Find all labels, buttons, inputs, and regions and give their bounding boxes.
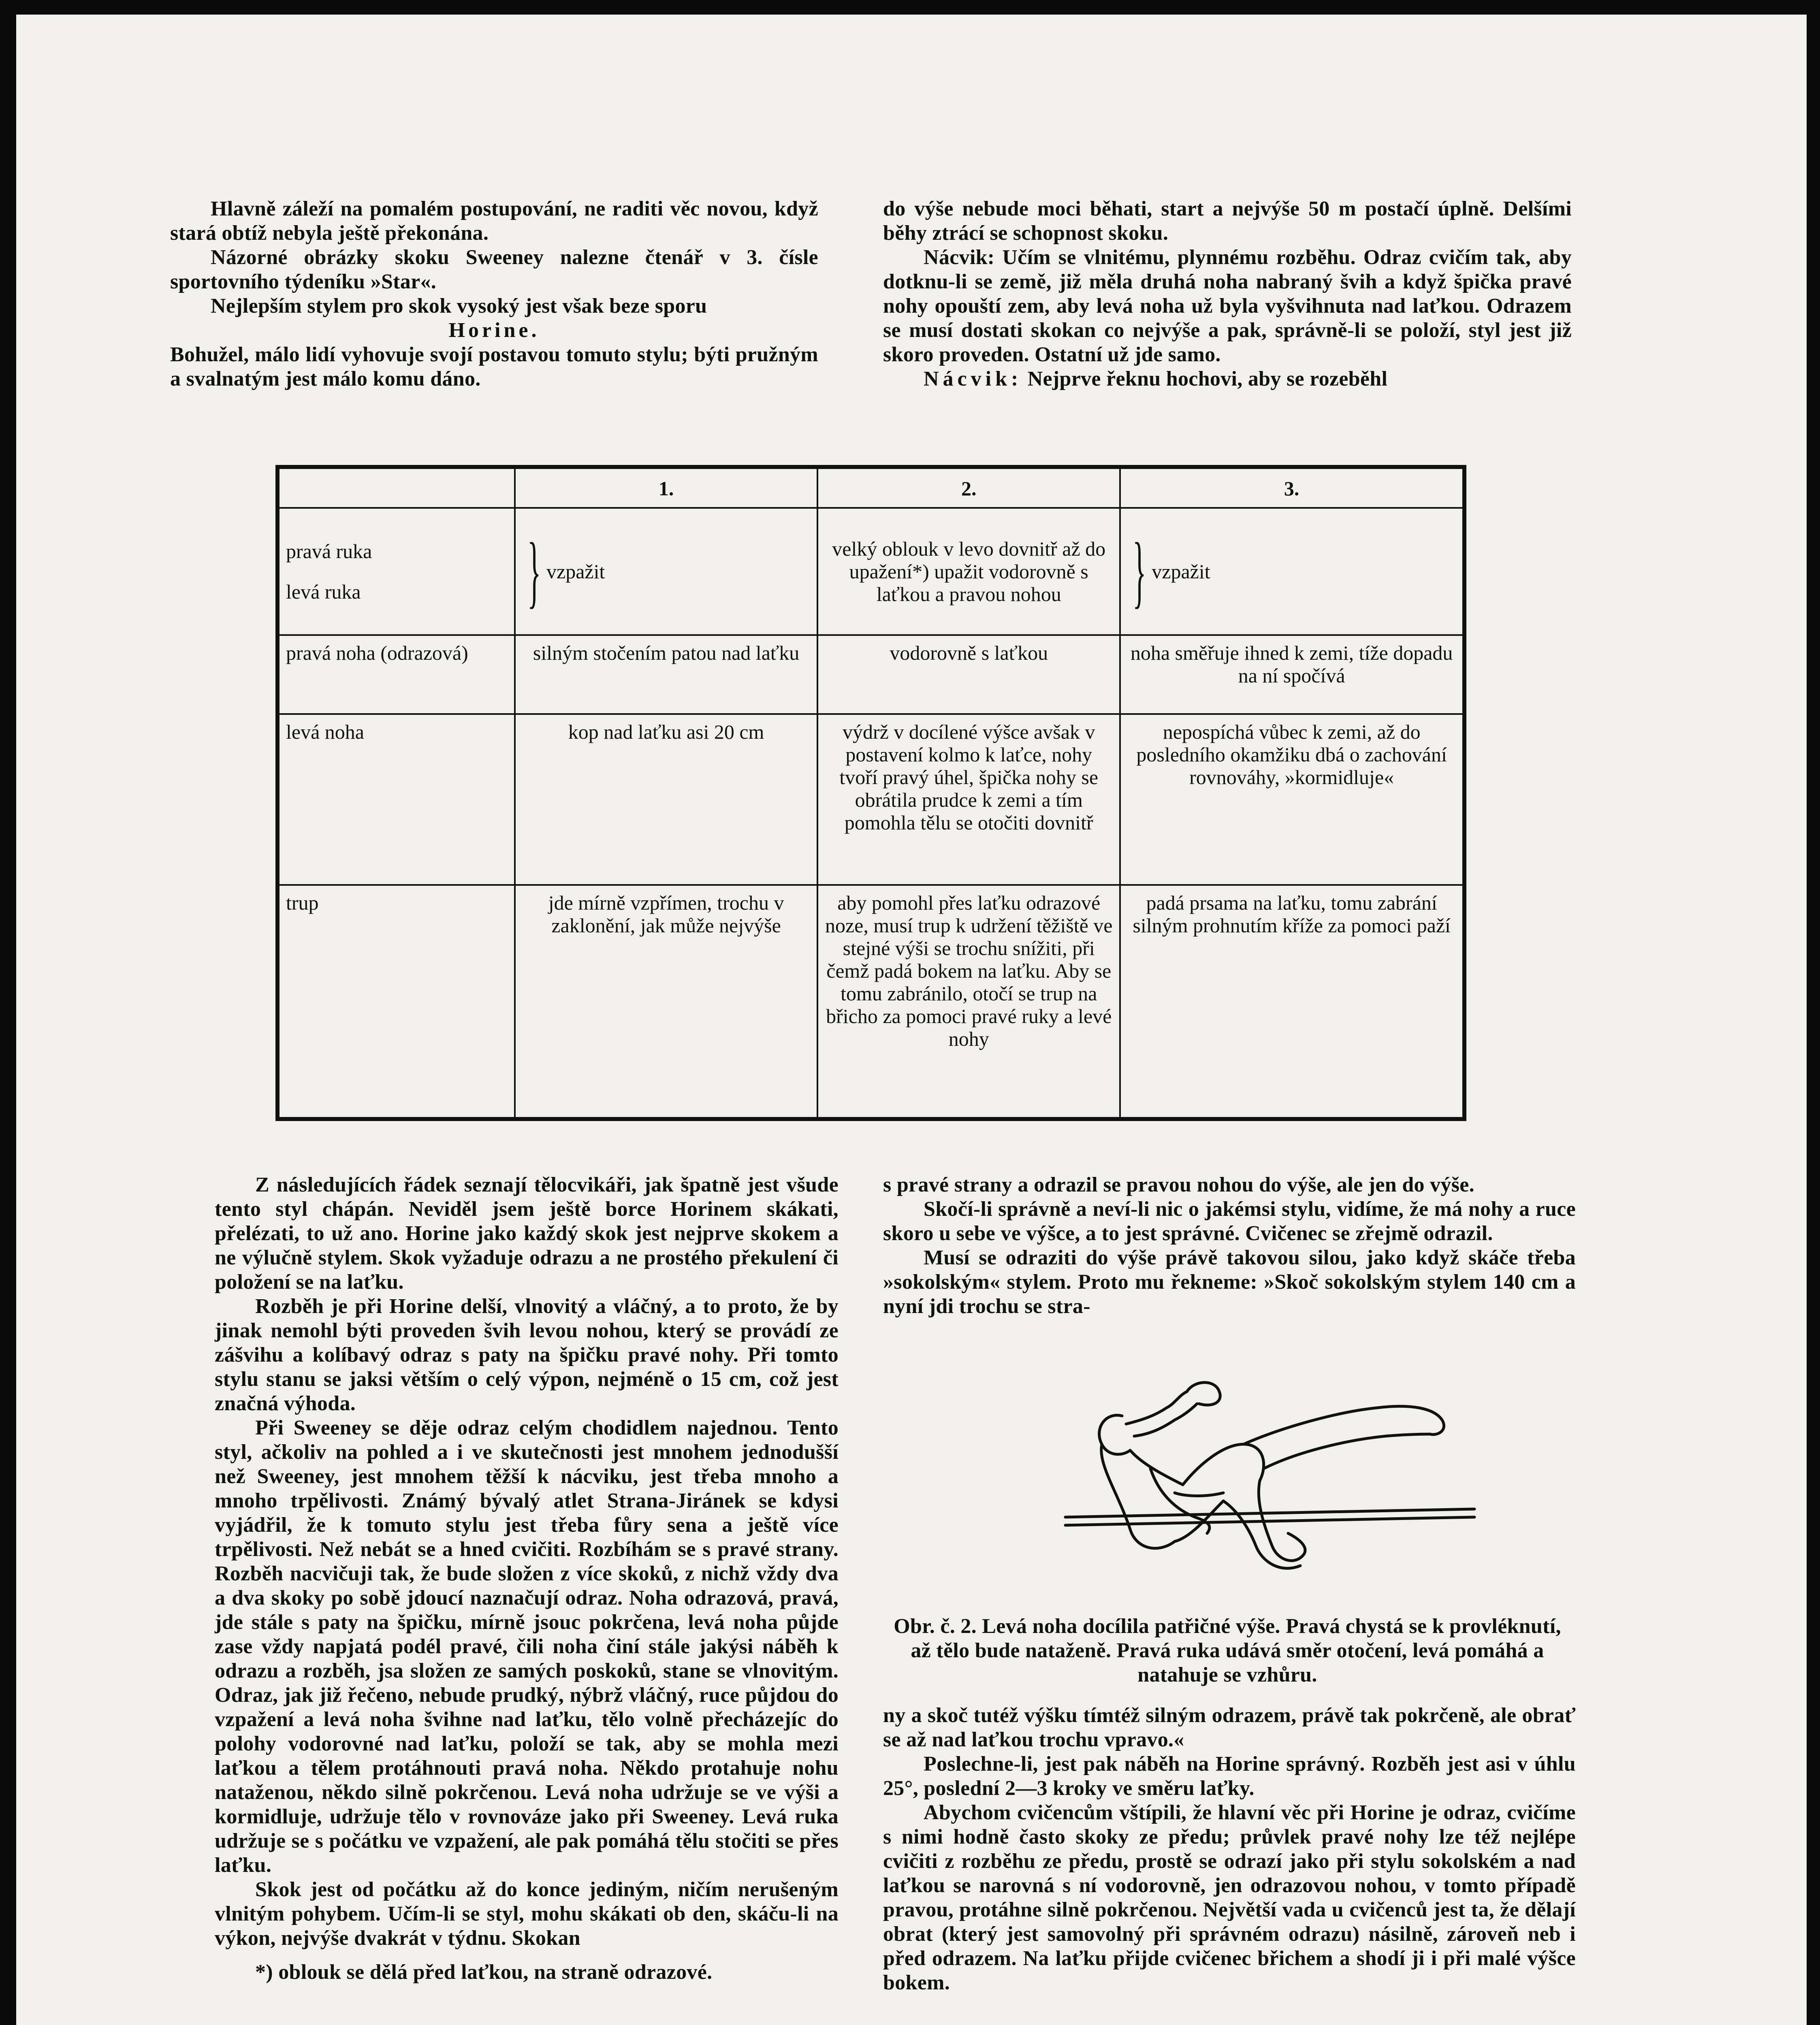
paragraph: Bohužel, málo lidí vyhovuje svojí postavou tomuto stylu; býti pružným a svalnatým jest málo komu dáno. bbox=[170, 343, 818, 390]
paragraph: Hlavně záleží na pomalém postupování, ne raditi věc novou, když stará obtíž nebyla ještě překonána. bbox=[170, 197, 818, 245]
right-bottom-column bbox=[883, 1173, 1576, 1319]
table-cell: velký oblouk v levo dovnitř až do upažení*) upažit vodorovně s laťkou a pravou nohou bbox=[817, 508, 1120, 635]
row-label-arms bbox=[277, 508, 515, 635]
paragraph: Poslechne-li, jest pak náběh na Horine správný. Rozběh jest asi v úhlu 25°, poslední 2—3 kroky ve směru laťky. bbox=[883, 1752, 1576, 1800]
section-heading: Horine. bbox=[448, 319, 540, 342]
header-cell: 3. bbox=[1120, 467, 1464, 508]
cell-text: vzpažit bbox=[546, 560, 605, 583]
jumper-back bbox=[1101, 1444, 1175, 1548]
right-arm-label: pravá ruka bbox=[286, 539, 372, 563]
table-cell: kop nad laťku asi 20 cm bbox=[515, 714, 817, 885]
paragraph: Skok jest od počátku až do konce jediným, ničím nerušeným vlnitým pohybem. Učím-li se styl, mohu skákati ob den, skáču-li na výkon, nejvýše dvakrát v týdnu. Skokan bbox=[215, 1878, 839, 1950]
paragraph: s pravé strany a odrazil se pravou nohou do výše, ale jen do výše. bbox=[883, 1173, 1474, 1196]
paragraph: ny a skoč tutéž výšku tímtéž silným odrazem, právě tak pokrčeně, ale obrať se až nad laťkou trochu vpravo.« bbox=[883, 1704, 1576, 1751]
paragraph: do výše nebude moci běhati, start a nejvýše 50 m postačí úplně. Delšími běhy ztrácí se schopnost skoku. bbox=[883, 197, 1572, 245]
jumper-head bbox=[1099, 1415, 1130, 1454]
right-bottom-column-continued bbox=[883, 1703, 1576, 1995]
jumper-left-leg-top bbox=[1244, 1406, 1444, 1444]
table-cell bbox=[1120, 508, 1464, 635]
paragraph: Při Sweeney se děje odraz celým chodidlem najednou. Tento styl, ačkoliv na pohled a i ve skutečnosti jest mnohem jednodušší než Sweeney, jest mnohem těžší k nácviku, jest třeba mnoho a mnoho trpělivosti. Známý bývalý atlet Strana-Jiránek se kdysi vyjádřil, že k tomuto stylu jest třeba fůry sena a ještě více trpělivosti. Než nebát se a hned cvičiti. Rozbíhám se s pravé strany. Rozběh nacvičuji tak, že bude složen z více skoků, z nichž vždy dva a dva skoky po sobě jdoucí naznačují odraz. Noha odrazová, pravá, jde stále s paty na špičku, mírně jsouc pokrčena, levá noha půjde zase vždy napjatá podél pravé, čili noha činí stále jakýsi náběh k odrazu a rozběh, jsa složen ze samých poskoků, stane se vlnovitým. Odraz, jak již řečeno, nebude prudký, nýbrž vláčný, ruce půjdou do vzpažení a levá noha švihne nad laťku, tělo volně přecházejíc do polohy vodorovné nad laťku, položí se tak, aby se mohla mezi laťkou a tělem protáhnouti pravá noha. Někdo protahuje nohu nataženou, někdo silně pokrčenou. Levá noha udržuje se ve výši a kormidluje, udržuje tělo v rovnováze jako při Sweeney. Levá ruka udržuje se s počátku ve vzpažení, ale pak pomáhá tělu stočiti se přes laťku. bbox=[215, 1416, 839, 1877]
label-spaced: Nácvik: bbox=[924, 367, 1022, 390]
left-arm-label: levá ruka bbox=[286, 580, 361, 603]
figure-caption: Obr. č. 2. Levá noha docílila patřičné výše. Pravá chystá se k provléknutí, až tělo bude nataženě. Pravá ruka udává směr otočení, levá pomáhá a natahuje se vzhůru. bbox=[894, 1615, 1561, 1686]
phase-table bbox=[275, 465, 1466, 1121]
brace-icon: } bbox=[527, 526, 541, 616]
table-row bbox=[277, 635, 1464, 714]
paragraph-text: Nejprve řeknu hochovi, aby se rozeběhl bbox=[1027, 367, 1388, 390]
book-page bbox=[16, 15, 1807, 2025]
table-cell: jde mírně vzpřímen, trochu v zaklonění, jak může nejvýše bbox=[515, 885, 817, 1119]
header-cell: 1. bbox=[515, 467, 817, 508]
paragraph: Rozběh je při Horine delší, vlnovitý a vláčný, a to proto, že by jinak nemohl býti proveden švih levou nohou, který se provádí ze zášvihu a kolíbavý odraz s paty na špičku pravé nohy. Při tomto stylu stanu se jaksi větším o celý výpon, nejméně o 15 cm, což jest značná výhoda. bbox=[215, 1295, 839, 1415]
jumper-right-thigh bbox=[1183, 1444, 1264, 1485]
row-label: levá noha bbox=[277, 714, 515, 885]
jumper-shorts bbox=[1175, 1493, 1223, 1496]
table-cell bbox=[515, 508, 817, 635]
paragraph bbox=[883, 367, 1572, 391]
row-label: trup bbox=[277, 885, 515, 1119]
table-cell: vodorovně s laťkou bbox=[817, 635, 1120, 714]
table-cell: padá prsama na laťku, tomu zabrání silným prohnutím kříže za pomoci paží bbox=[1120, 885, 1464, 1119]
table-cell: aby pomohl přes laťku odrazové noze, musí trup k udržení těžiště ve stejné výši se trochu snížiti, při čemž padá bokem na laťku. Aby se tomu zabránilo, otočí se trup na břicho za pomoci pravé ruky a levé nohy bbox=[817, 885, 1120, 1119]
paragraph: Nejlepším stylem pro skok vysoký jest však beze sporu bbox=[211, 294, 707, 318]
jumper-chest bbox=[1130, 1450, 1183, 1485]
paragraph: Abychom cvičencům vštípili, že hlavní věc při Horine je odraz, cvičíme s nimi hodně často skoky ze předu; průvlek pravé nohy lze též nejlépe cvičiti z rozběhu ze předu, prostě se odrazí jako při stylu sokolském a nad laťkou se narovná s ní vodorovně, jen odrazovou nohou, v tomto případě pravou, protáhne silně pokrčenou. Největší vada u cvičenců jest ta, že dělají obrat (který jest samovolný při správném odrazu) násilně, zároveň neb i před odrazem. Na laťku přijde cvičenec břichem a shodí ji i při malé výšce bokem. bbox=[883, 1801, 1576, 1994]
row-label: pravá noha (odrazová) bbox=[277, 635, 515, 714]
table-row bbox=[277, 714, 1464, 885]
table-cell: nepospíchá vůbec k zemi, až do posledního okamžiku dbá o zachování rovnováhy, »kormidluje« bbox=[1120, 714, 1464, 885]
table-cell: silným stočením patou nad laťku bbox=[515, 635, 817, 714]
paragraph: Názorné obrázky skoku Sweeney nalezne čtenář v 3. čísle sportovního týdeníku »Star«. bbox=[170, 246, 818, 293]
technique-table bbox=[275, 465, 1466, 1121]
paragraph: Nácvik: Učím se vlnitému, plynnému rozběhu. Odraz cvičím tak, aby dotknu-li se země, již měla druhá noha nabraný švih a když špička pravé nohy opouští zem, aby levá noha už byla vyšvihnuta nad laťkou. Odrazem se musí dostati skokan co nejvýše a pak, správně-li se položí, styl jest již skoro proveden. Ostatní už jde samo. bbox=[883, 246, 1572, 366]
footnote: *) oblouk se dělá před laťkou, na straně odrazové. bbox=[255, 1961, 713, 1984]
table-cell: výdrž v docílené výšce avšak v postavení kolmo k laťce, nohy tvoří pravý úhel, špička nohy se obrátila prudce k zemi a tím pomohla tělu se otočiti dovnitř bbox=[817, 714, 1120, 885]
table-row bbox=[277, 885, 1464, 1119]
table-row-arms bbox=[277, 508, 1464, 635]
jumper-fist bbox=[1187, 1383, 1220, 1405]
table-header-row bbox=[277, 467, 1464, 508]
jumper-left-leg-bottom bbox=[1264, 1434, 1430, 1469]
left-top-column bbox=[170, 197, 818, 391]
high-jump-illustration bbox=[1053, 1363, 1483, 1614]
paragraph: Musí se odraziti do výše právě takovou silou, jako když skáče třeba »sokolským« stylem. Proto mu řekneme: »Skoč sokolským stylem 140 cm a nyní jdi trochu se stra- bbox=[883, 1246, 1576, 1318]
left-bottom-column bbox=[215, 1173, 839, 1985]
right-top-column bbox=[883, 197, 1572, 391]
paragraph: Skočí-li správně a neví-li nic o jakémsi stylu, vidíme, že má nohy a ruce skoro u sebe ve výšce, a to jest správné. Cvičenec se zřejmě odrazil. bbox=[883, 1198, 1576, 1245]
paragraph: Z následujících řádek seznají tělocvikáři, jak špatně jest všude tento styl chápán. Neviděl jsem ještě borce Horinem skákati, přelézati, to už ano. Horine jako každý skok jest nejprve skokem a ne výlučně stylem. Skok vyžaduje odrazu a ne prostého překulení či položení se na laťku. bbox=[215, 1173, 839, 1294]
cell-text: vzpažit bbox=[1152, 560, 1210, 583]
brace-icon: } bbox=[1133, 526, 1146, 616]
header-cell bbox=[277, 467, 515, 508]
table-cell: noha směřuje ihned k zemi, tíže dopadu na ní spočívá bbox=[1120, 635, 1464, 714]
header-cell: 2. bbox=[817, 467, 1120, 508]
